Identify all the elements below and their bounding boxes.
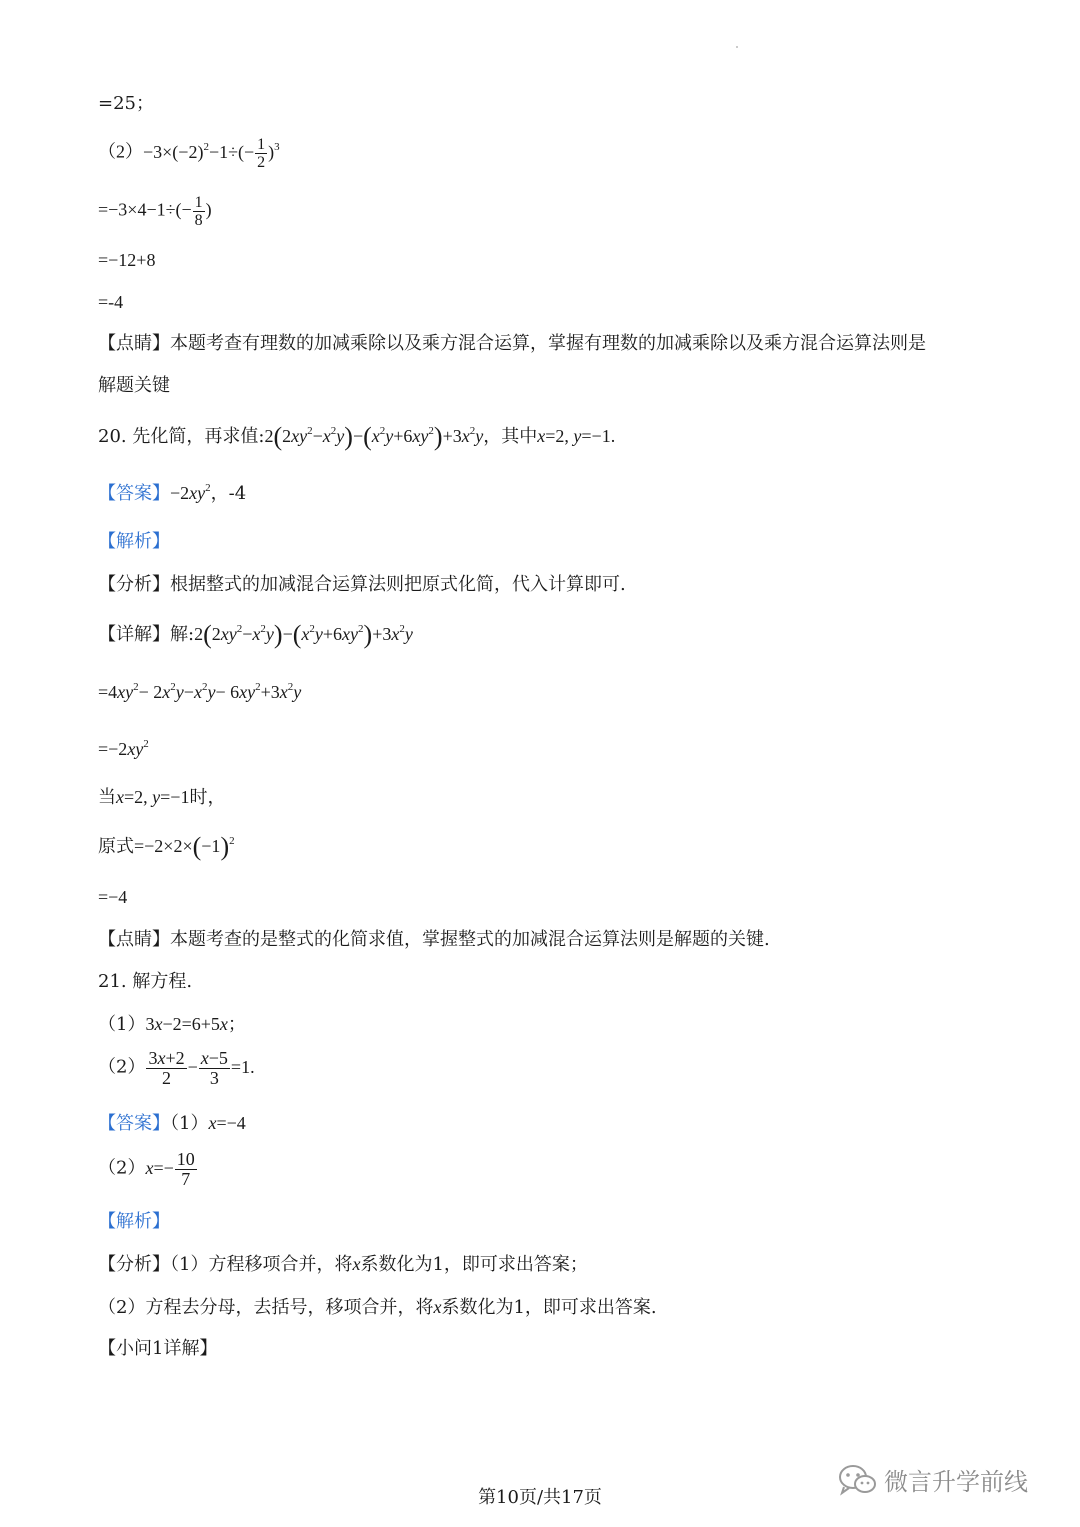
question-text: 先化简，再求值: — [132, 426, 265, 447]
fenxi-21-part2: （2）方程去分母，去括号，移项合并，将x系数化为1，即可求出答案. — [98, 1297, 657, 1318]
question-values: x=2, y=−1. — [537, 426, 616, 446]
step-line: =−12+8 — [98, 250, 156, 270]
answer-value: ，-4 — [210, 483, 247, 504]
dianjing-text: 本题考查有理数的加减乘除以及乘方混合运算，掌握有理数的加减乘除以及乘方混合运算法则是 — [170, 333, 926, 354]
xiangjie-tag: 【详解】 — [98, 624, 170, 645]
step-line: $=4xy^2- 2x^2y-x^2y- 6xy^2+3x^2y$ — [98, 681, 302, 702]
q21-part1: （1）3x−2=6+5x； — [98, 1014, 246, 1035]
xiangjie-expr: $2(2xy^2-x^2y)-(x^2y+6xy^2)+3x^2y$ — [194, 620, 413, 649]
xiaowen-1-tag: 【小问1详解】 — [98, 1338, 218, 1359]
dianjing-1 — [98, 332, 926, 356]
dianjing-text: 本题考查的是整式的化简求值，掌握整式的加减混合运算法则是解题的关键. — [170, 929, 770, 950]
fenxi-text: 根据整式的加减混合运算法则把原式化简，代入计算即可. — [170, 574, 626, 595]
answer-tag: 【答案】 — [98, 483, 170, 504]
answer-expr: $-2xy^2$ — [170, 482, 211, 503]
question-20 — [98, 424, 615, 449]
answer-20 — [98, 481, 246, 506]
scan-dot — [736, 46, 738, 48]
page-number: 第10页/共17页 — [478, 1487, 602, 1508]
line-result-25: =25； — [98, 93, 154, 114]
xiangjie-20: 【详解】解$:2(2xy^2-x^2y)-(x^2y+6xy^2)+3x^2y$ — [98, 620, 413, 649]
answer-21-part2: （2）x=− $\frac{10}{7}$ — [98, 1149, 195, 1189]
step-line: =−4 — [98, 887, 128, 907]
fenxi-21: 【分析】（1）方程移项合并，将x系数化为1，即可求出答案； — [98, 1254, 588, 1275]
fenxi-20 — [98, 573, 626, 597]
dianjing-tag: 【点睛】 — [98, 929, 170, 950]
q21-part2: （2） $\frac{3x+2}{2}$ − $\frac{x-5}{3}$ =1. — [98, 1048, 255, 1088]
fenxi-tag: 【分析】 — [98, 1254, 170, 1275]
question-number: 21. — [98, 971, 127, 992]
question-number: 20. — [98, 426, 127, 447]
answer-21: 【答案】（1）x=−4 — [98, 1113, 246, 1134]
question-text: 解方程. — [132, 971, 193, 992]
expr-part2 — [98, 136, 280, 171]
when-line: 当x=2, y=−1时， — [98, 787, 226, 808]
substitute-line: 原式$=-2\times 2\times(-1)^2$ — [98, 832, 235, 861]
step-line: =−3×4−1÷(− $\frac{1}{8}$ ) — [98, 194, 212, 229]
wechat-icon — [838, 1463, 878, 1497]
step-line: $=-2xy^2$ — [98, 738, 149, 759]
part2-label: （2） — [98, 141, 143, 162]
answer-tag: 【答案】 — [98, 1113, 170, 1134]
dianjing-2 — [98, 928, 770, 952]
question-text-2: ，其中 — [483, 426, 538, 447]
watermark — [838, 1462, 1028, 1497]
dianjing-1-cont: 解题关键 — [98, 375, 170, 396]
question-21 — [98, 970, 192, 994]
part2-math: $-3\times(-2)^2-1\div(-$ $\frac{1}{2}$ )$^3$ — [143, 136, 280, 171]
step-line: =-4 — [98, 292, 124, 312]
watermark-text: 微言升学前线 — [884, 1468, 1028, 1496]
dianjing-tag: 【点睛】 — [98, 333, 170, 354]
jiexi-tag: 【解析】 — [98, 531, 170, 552]
question-expression: $2(2xy^2-x^2y)-(x^2y+6xy^2)+3x^2y$ — [264, 422, 484, 451]
jiexi-tag: 【解析】 — [98, 1211, 170, 1232]
fenxi-tag: 【分析】 — [98, 574, 170, 595]
